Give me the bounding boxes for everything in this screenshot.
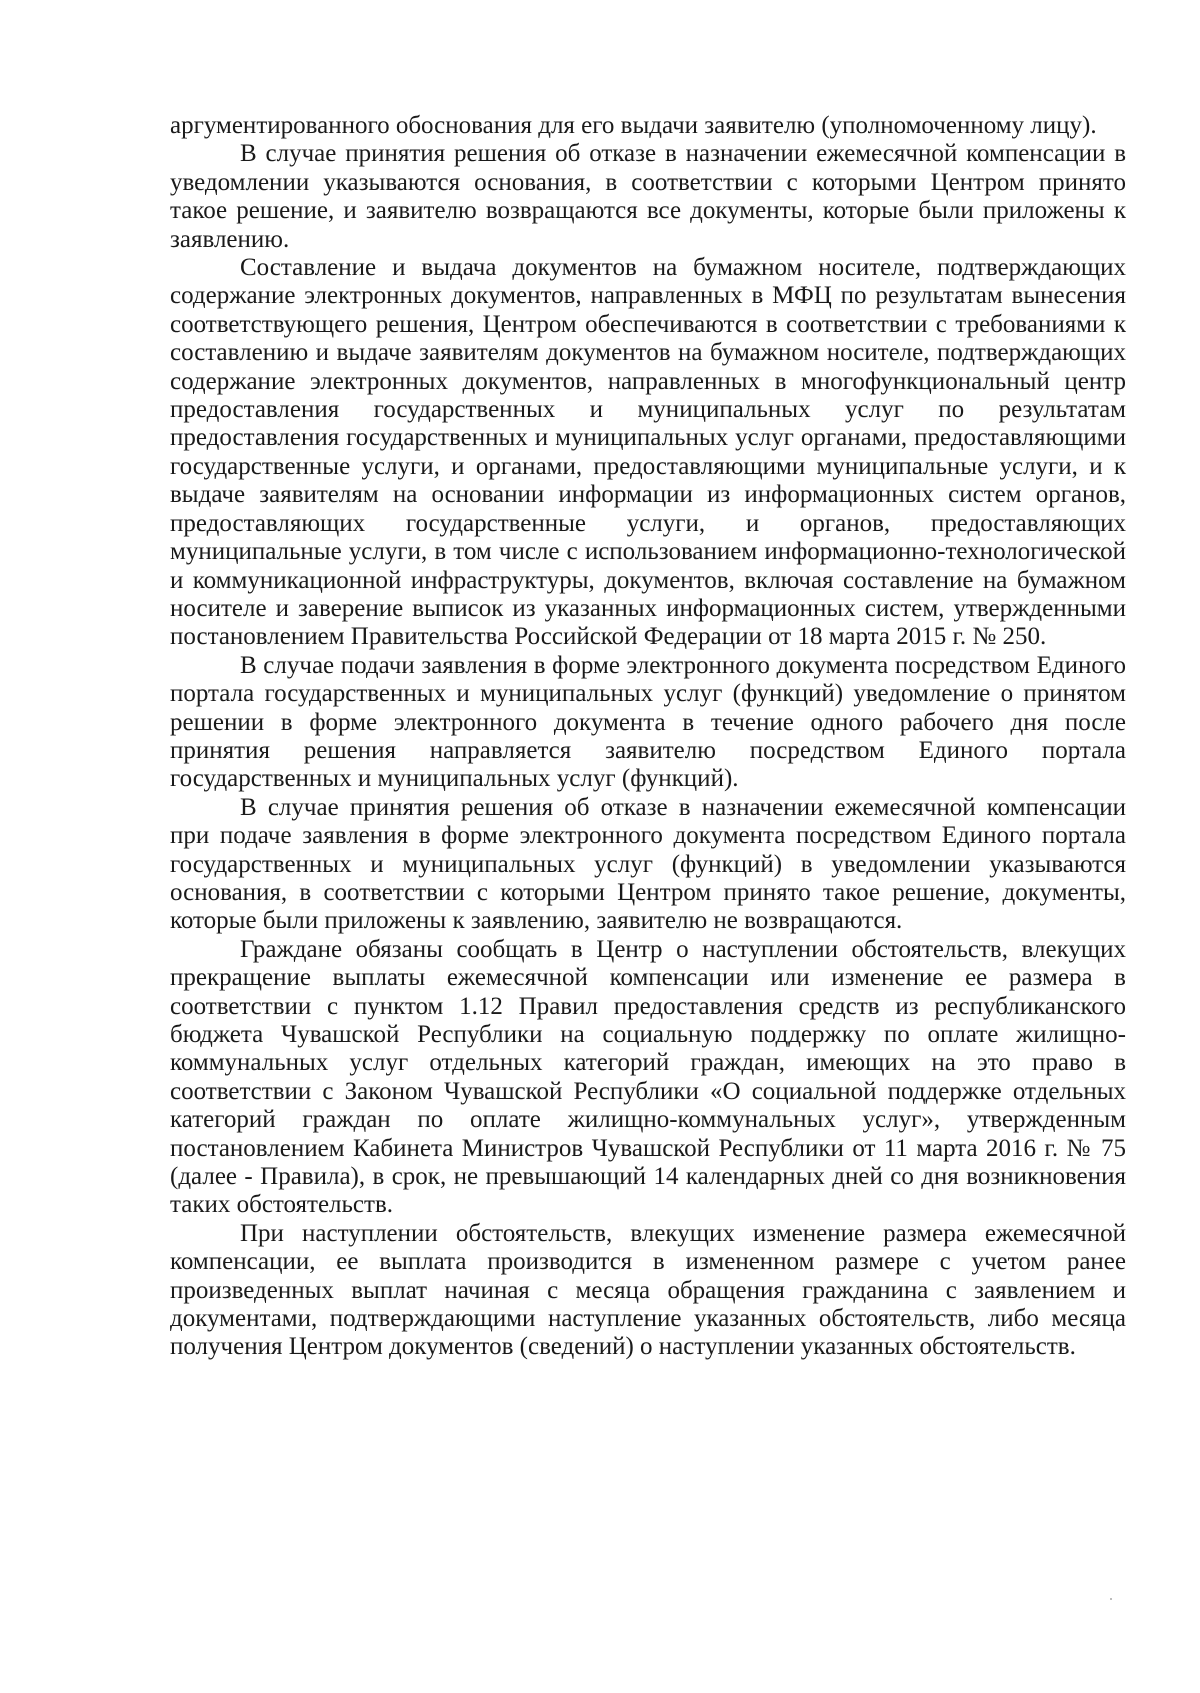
document-page	[170, 112, 1126, 1362]
paragraph-citizen-obligations: Граждане обязаны сообщать в Центр о наступлении обстоятельств, влекущих прекращение выплаты ежемесячной компенсации или изменение ее размера в соответствии с пунктом 1.12 Правил предоставления средств из республиканского бюджета Чувашской Республики на социальную поддержку по оплате жилищно-коммунальных услуг отдельных категорий граждан, имеющих на это право в соответствии с Законом Чувашской Республики «О социальной поддержке отдельных категорий граждан по оплате жилищно-коммунальных услуг», утвержденным постановлением Кабинета Министров Чувашской Республики от 11 марта 2016 г. № 75 (далее - Правила), в срок, не превышающий 14 календарных дней со дня возникновения таких обстоятельств.	[170, 935, 1126, 1219]
paragraph-electronic-refusal: В случае принятия решения об отказе в назначении ежемесячной компенсации при подаче заявления в форме электронного документа посредством Единого портала государственных и муниципальных услуг (функций) в уведомлении указываются основания, в соответствии с которыми Центром принято такое решение, документы, которые были приложены к заявлению, заявителю не возвращаются.	[170, 793, 1126, 935]
paragraph-justification-end: аргументированного обоснования для его выдачи заявителю (уполномоченному лицу).	[170, 112, 1097, 139]
scan-artifact-dot	[1110, 1598, 1112, 1600]
paragraph-paper-documents: Составление и выдача документов на бумажном носителе, подтверждающих содержание электронных документов, направленных в МФЦ по результатам вынесения соответствующего решения, Центром обеспечиваются в соответствии с требованиями к составлению и выдаче заявителям документов на бумажном носителе, подтверждающих содержание электронных документов, направленных в многофункциональный центр предоставления государственных и муниципальных услуг по результатам предоставления государственных и муниципальных услуг органами, предоставляющими государственные услуги, и органами, предоставляющими муниципальные услуги, и к выдаче заявителям на основании информации из информационных систем органов, предоставляющих государственные услуги, и органов, предоставляющих муниципальные услуги, в том числе с использованием информационно-технологической и коммуникационной инфраструктуры, документов, включая составление на бумажном носителе и заверение выписок из указанных информационных систем, утвержденными постановлением Правительства Российской Федерации от 18 марта 2015 г. № 250.	[170, 254, 1126, 651]
paragraph-compensation-change: При наступлении обстоятельств, влекущих изменение размера ежемесячной компенсации, ее выплата производится в измененном размере с учетом ранее произведенных выплат начиная с месяца обращения гражданина с заявлением и документами, подтверждающими наступление указанных обстоятельств, либо месяца получения Центром документов (сведений) о наступлении указанных обстоятельств.	[170, 1219, 1126, 1361]
paragraph-refusal-notice: В случае принятия решения об отказе в назначении ежемесячной компенсации в уведомлении указываются основания, в соответствии с которыми Центром принято такое решение, и заявителю возвращаются все документы, которые были приложены к заявлению.	[170, 140, 1126, 253]
paragraph-electronic-application: В случае подачи заявления в форме электронного документа посредством Единого портала государственных и муниципальных услуг (функций) уведомление о принятом решении в форме электронного документа в течение одного рабочего дня после принятия решения направляется заявителю посредством Единого портала государственных и муниципальных услуг (функций).	[170, 651, 1126, 793]
